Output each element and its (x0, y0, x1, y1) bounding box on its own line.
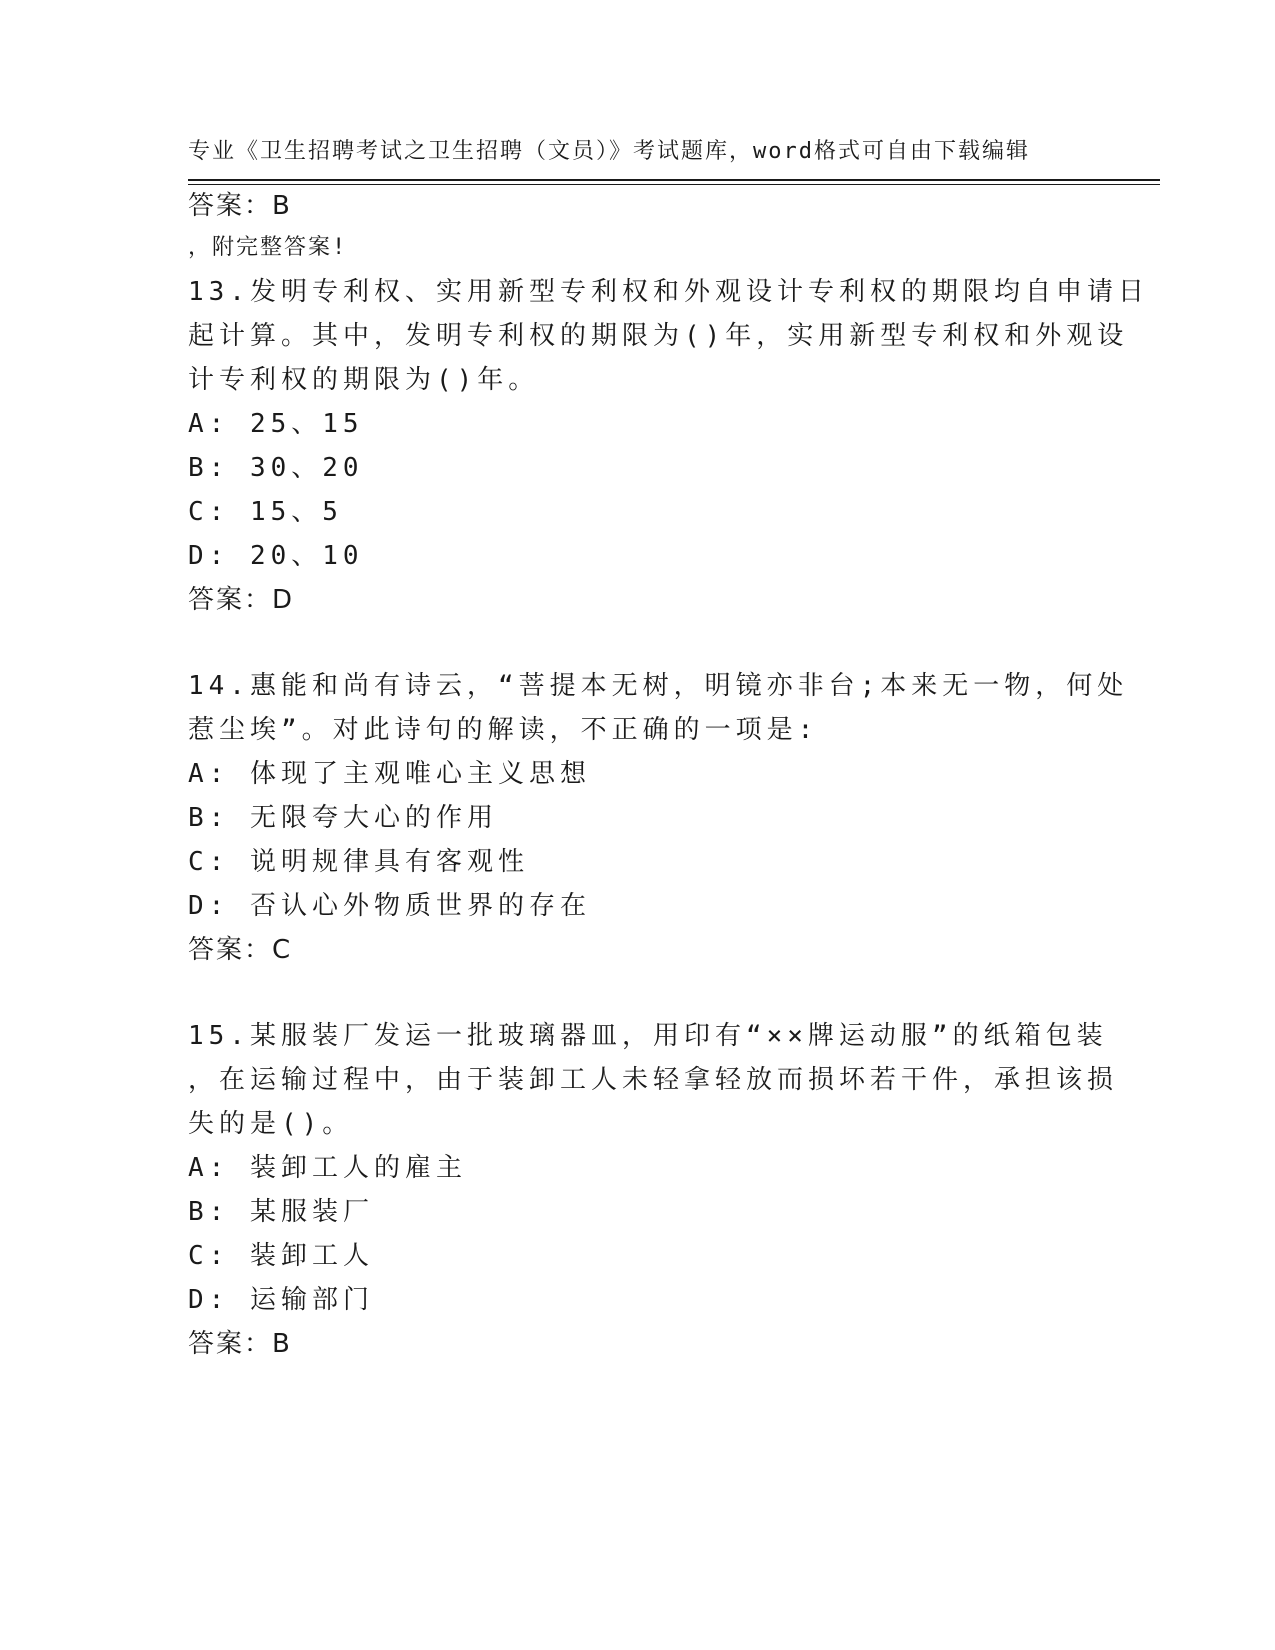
question-14-line-2: 惹尘埃”。对此诗句的解读，不正确的一项是: (188, 715, 819, 745)
question-14-answer: 答案：C (188, 935, 293, 965)
question-14-option-d: D: 否认心外物质世界的存在 (188, 891, 591, 921)
question-13-option-c: C: 15、5 (188, 497, 343, 527)
question-13-option-a: A: 25、15 (188, 409, 364, 439)
question-15-option-d: D: 运输部门 (188, 1285, 374, 1315)
question-15-option-a: A: 装卸工人的雇主 (188, 1153, 467, 1183)
question-14-line-1: 14.惠能和尚有诗云，“菩提本无树，明镜亦非台;本来无一物，何处 (188, 671, 1129, 701)
header-divider-thick (188, 179, 1160, 181)
question-13-line-2: 起计算。其中，发明专利权的期限为()年，实用新型专利权和外观设 (188, 321, 1129, 351)
question-15-answer: 答案：B (188, 1329, 292, 1359)
question-14-option-b: B: 无限夸大心的作用 (188, 803, 498, 833)
header-divider-thin (188, 184, 1160, 185)
previous-answer: 答案：B (188, 191, 292, 221)
question-13-option-b: B: 30、20 (188, 453, 364, 483)
header-line-1: 专业《卫生招聘考试之卫生招聘（文员）》考试题库，word格式可自由下载编辑 (188, 139, 1030, 164)
question-15-line-1: 15.某服装厂发运一批玻璃器皿，用印有“××牌运动服”的纸箱包装 (188, 1021, 1108, 1051)
question-15-option-c: C: 装卸工人 (188, 1241, 374, 1271)
question-13-option-d: D: 20、10 (188, 541, 364, 571)
question-13-answer: 答案：D (188, 585, 295, 615)
question-13-line-3: 计专利权的期限为()年。 (188, 365, 540, 395)
question-13-line-1: 13.发明专利权、实用新型专利权和外观设计专利权的期限均自申请日 (188, 277, 1149, 307)
question-14-option-a: A: 体现了主观唯心主义思想 (188, 759, 591, 789)
question-15-line-3: 失的是()。 (188, 1109, 354, 1139)
question-15-line-2: ，在运输过程中，由于装卸工人未轻拿轻放而损坏若干件，承担该损 (188, 1065, 1119, 1095)
question-14-option-c: C: 说明规律具有客观性 (188, 847, 529, 877)
question-15-option-b: B: 某服装厂 (188, 1197, 374, 1227)
header-line-2: ，附完整答案! (188, 235, 348, 260)
